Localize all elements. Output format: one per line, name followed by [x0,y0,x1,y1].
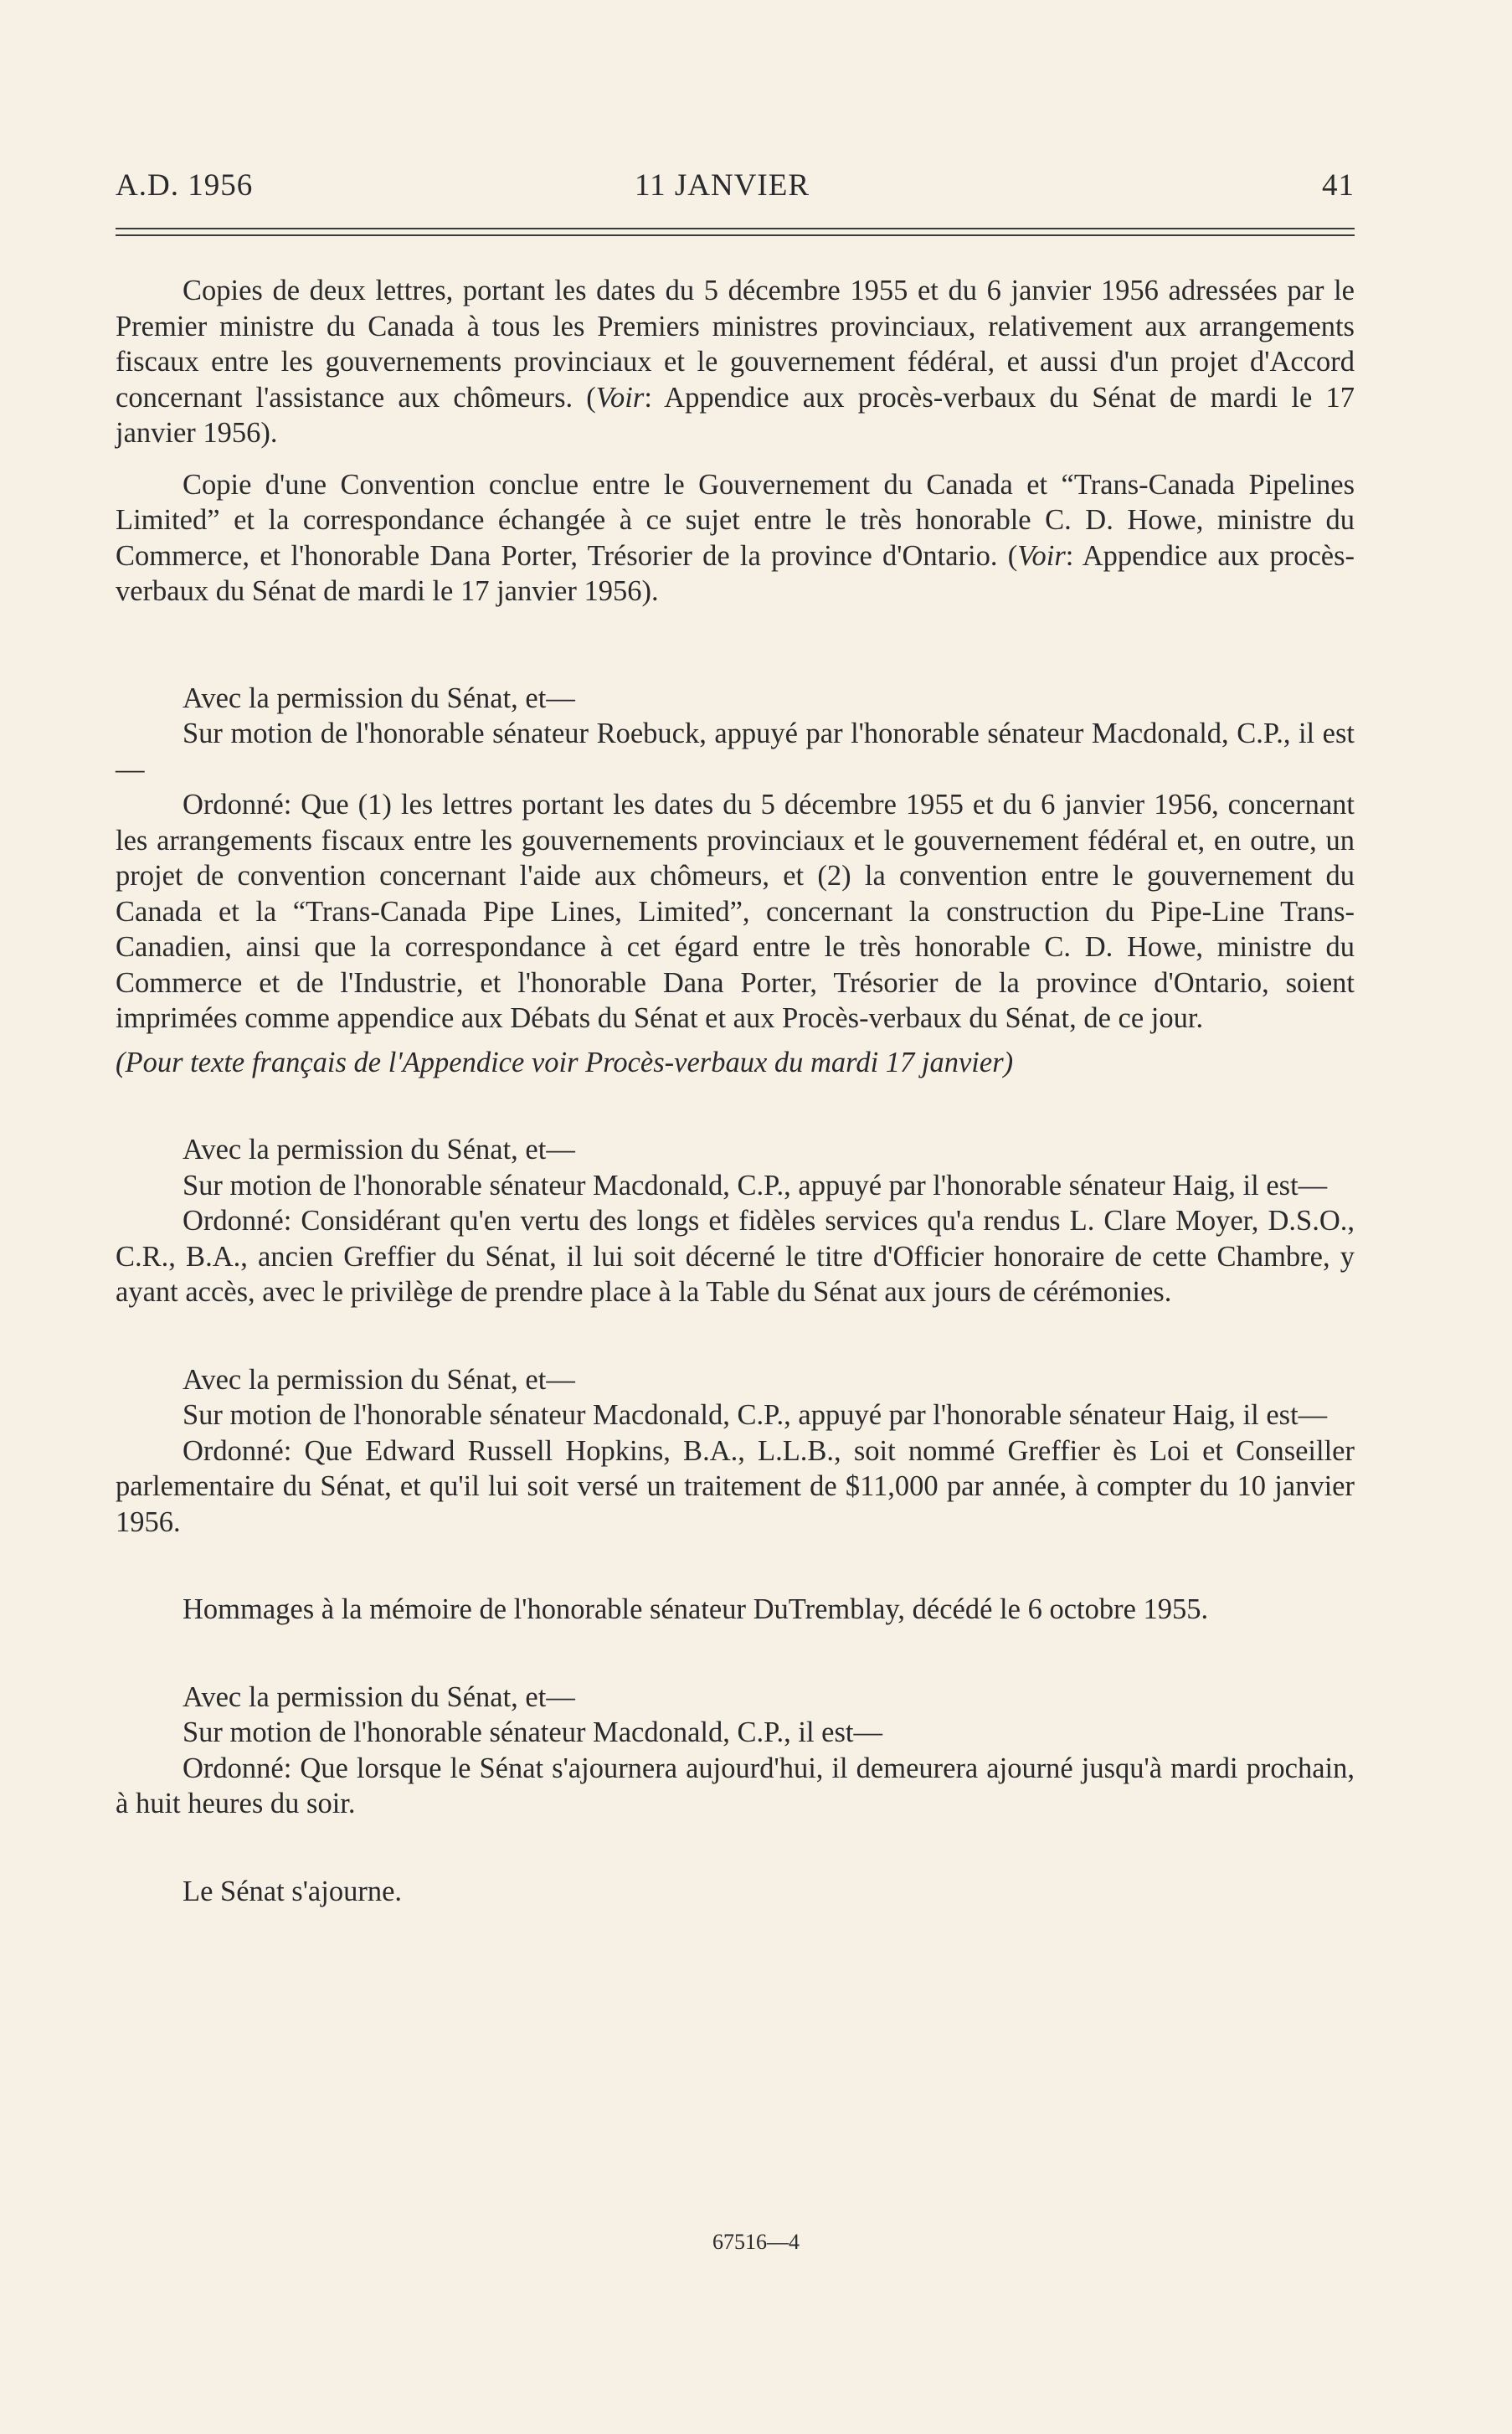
appendix-note: (Pour texte français de l'Appendice voir Procès-verbaux du mardi 17 janvier) [116,1046,1014,1078]
running-header [116,167,1355,218]
header-rule-bottom [116,234,1355,236]
paragraph-convention-text: Copie d'une Convention conclue entre le Gouvernement du Canada et “Trans-Canada Pipelines Limited” et la correspondance échangée à ce sujet entre le très honorable C. D. Howe, ministre du Commerce, et l'honorable Dana Porter, Trésorier de la province d'Ontario. ( [116,468,1355,572]
header-year: A.D. 1956 [116,168,254,203]
closing-line: Le Sénat s'ajourne. [183,1875,403,1907]
page-number: 41 [1322,168,1355,203]
header-date: 11 JANVIER [635,168,810,203]
voir-reference: Voir [595,381,645,414]
header-rule-top [116,228,1355,229]
motion-line: Sur motion de l'honorable sénateur Macdonald, C.P., il est— [183,1716,883,1748]
paragraph-convention [116,467,1355,610]
order-text: Ordonné: Que lorsque le Sénat s'ajournera aujourd'hui, il demeurera ajourné jusqu'à mardi prochain, à huit heures du soir. [116,1752,1355,1819]
paragraph-convention-tail: : Appendice aux procès-verbaux du Sénat de mardi le 17 janvier 1956). [116,539,1355,607]
permission-line: Avec la permission du Sénat, et— [183,1680,575,1713]
permission-line: Avec la permission du Sénat, et— [183,1363,575,1396]
paragraph-letters-tail: : Appendice aux procès-verbaux du Sénat de mardi le 17 janvier 1956). [116,381,1355,449]
permission-line: Avec la permission du Sénat, et— [183,1134,575,1166]
print-code: 67516—4 [712,2230,800,2254]
voir-reference: Voir [1017,539,1066,572]
motion-line: Sur motion de l'honorable sénateur Roebuck, appuyé par l'honorable sénateur Macdonald, C.P., il est— [116,718,1355,785]
motion-line: Sur motion de l'honorable sénateur Macdonald, C.P., appuyé par l'honorable sénateur Haig, il est— [183,1169,1328,1202]
paragraph-letters-text: Copies de deux lettres, portant les dates du 5 décembre 1955 et du 6 janvier 1956 adressées par le Premier ministre du Canada à tous les Premiers ministres provinciaux, relativement aux arrangements fiscaux entre les gouvernements provinciaux et le gouvernement fédéral, et aussi d'un projet d'Accord concernant l'assistance aux chômeurs. ( [116,275,1355,414]
tribute-paragraph: Hommages à la mémoire de l'honorable sénateur DuTremblay, décédé le 6 octobre 1955. [183,1593,1209,1625]
document-body [116,273,1355,1909]
order-text: Ordonné: Que Edward Russell Hopkins, B.A., L.L.B., soit nommé Greffier ès Loi et Conseiller parlementaire du Sénat, et qu'il lui soit versé un traitement de $11,000 par année, à compter du 10 janvier 1956. [116,1434,1355,1538]
order-text: Ordonné: Considérant qu'en vertu des longs et fidèles services qu'a rendus L. Clare Moyer, D.S.O., C.R., B.A., ancien Greffier du Sénat, il lui soit décerné le titre d'Officier honoraire de cette Chambre, y ayant accès, avec le privilège de prendre place à la Table du Sénat aux jours de cérémonies. [116,1205,1355,1308]
permission-line: Avec la permission du Sénat, et— [183,682,575,714]
paragraph-letters [116,273,1355,451]
order-text: Ordonné: Que (1) les lettres portant les dates du 5 décembre 1955 et du 6 janvier 1956, concernant les arrangements fiscaux entre les gouvernements provinciaux et le gouvernement fédéral et, en outre, un projet de convention concernant l'aide aux chômeurs, et (2) la convention entre le gouvernement du Canada et la “Trans-Canada Pipe Lines, Limited”, concernant la construction du Pipe-Line Trans-Canadien, ainsi que la correspondance à cet égard entre le très honorable C. D. Howe, ministre du Commerce et de l'Industrie, et l'honorable Dana Porter, Trésorier de la province d'Ontario, soient imprimées comme appendice aux Débats du Sénat et aux Procès-verbaux du Sénat, de ce jour. [116,789,1355,1034]
motion-line: Sur motion de l'honorable sénateur Macdonald, C.P., appuyé par l'honorable sénateur Haig, il est— [183,1399,1328,1431]
